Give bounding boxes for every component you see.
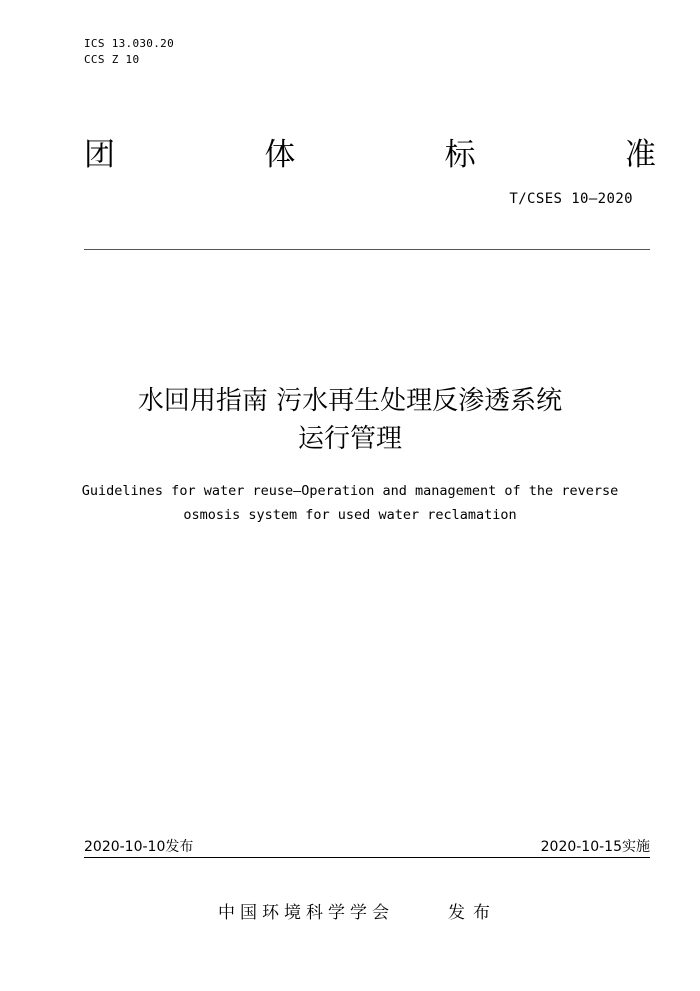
standard-type-heading [84,132,656,178]
ics-code: ICS 13.030.20 [84,37,174,50]
publisher-name: 中国环境科学学会 [218,903,394,923]
standard-type-char: 标 [444,137,476,173]
ccs-code: CCS Z 10 [84,53,140,66]
standard-type-char: 团 [84,137,115,173]
title-en-line2: osmosis system for used water reclamation [183,507,517,523]
publish-label: 发布 [448,903,498,923]
standard-number: T/CSES 10—2020 [509,191,633,207]
issue-date: 2020-10-10发布 [84,839,194,855]
title-cn-line1: 水回用指南 污水再生处理反渗透系统 [137,386,563,416]
standard-type-char: 体 [264,137,296,173]
bottom-divider [84,857,650,858]
title-en-line1: Guidelines for water reuse—Operation and management of the reverse [81,483,619,499]
implement-date: 2020-10-15实施 [540,839,650,855]
standard-type-char: 准 [624,137,656,173]
title-cn-line2: 运行管理 [297,424,402,454]
date-row [84,837,650,857]
top-divider [84,249,650,250]
